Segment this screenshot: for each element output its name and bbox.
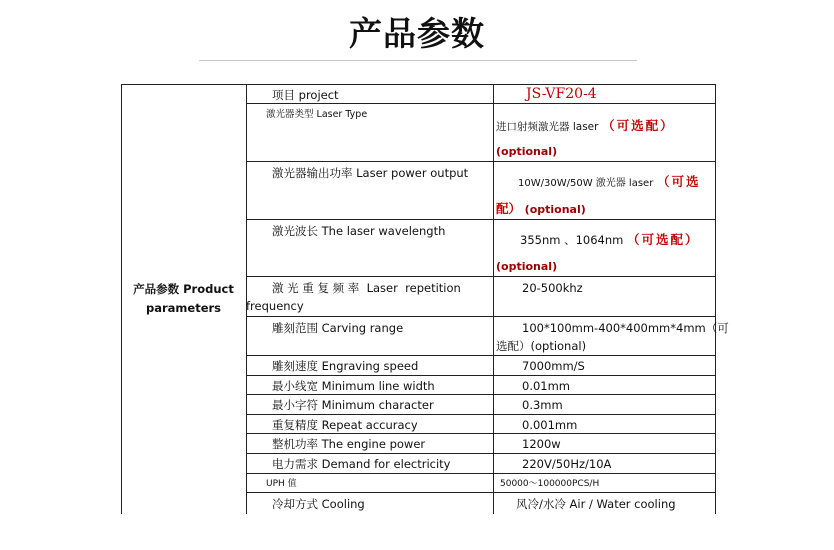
- category-label-line1: 产品参数 Product: [133, 282, 234, 296]
- row-value: 7000mm/S: [522, 359, 585, 373]
- page-title: 产品参数: [349, 14, 485, 53]
- title-divider: [199, 60, 637, 61]
- row-label-line2: frequency: [246, 299, 304, 313]
- row-value: 20-500khz: [522, 281, 583, 295]
- table-row: [246, 434, 716, 454]
- row-value: 0.3mm: [522, 398, 563, 412]
- row-label: 重复精度 Repeat accuracy: [272, 418, 418, 432]
- row-label: 激光器类型 Laser Type: [266, 109, 368, 120]
- row-value-text: 10W/30W/50W 激光器 laser: [518, 178, 654, 189]
- model-number: JS-VF20-4: [526, 86, 597, 102]
- row-value: 220V/50Hz/10A: [522, 457, 612, 471]
- table-row: [246, 376, 716, 395]
- table-row: [246, 162, 716, 220]
- row-label: 雕刻速度 Engraving speed: [272, 359, 419, 373]
- row-value: 1200w: [522, 437, 561, 451]
- category-cell: [121, 280, 246, 318]
- optional-tag: （可选配）: [602, 118, 675, 133]
- row-value: 50000～100000PCS/H: [500, 479, 600, 489]
- row-value-line2: [496, 200, 712, 219]
- optional-note: (optional): [496, 260, 558, 273]
- row-value: 风冷/水冷 Air / Water cooling: [516, 497, 676, 511]
- table-row: [246, 415, 716, 434]
- optional-note: (optional): [496, 145, 558, 158]
- row-label: 激光波长 The laser wavelength: [272, 224, 446, 238]
- row-label: 项目 project: [272, 88, 339, 102]
- table-row: [246, 84, 716, 104]
- row-label: 雕刻范围 Carving range: [272, 321, 404, 335]
- row-label: 冷却方式 Cooling: [272, 497, 365, 511]
- table-row: [246, 395, 716, 415]
- category-label-line2: parameters: [145, 301, 222, 315]
- row-label: UPH 值: [266, 479, 297, 489]
- optional-tag-end: 配）: [496, 201, 522, 216]
- row-label: 整机功率 The engine power: [272, 437, 426, 451]
- table-row: [246, 104, 716, 162]
- row-value: 0.001mm: [522, 418, 578, 432]
- row-label: 最小线宽 Minimum line width: [272, 379, 435, 393]
- table-row: [246, 356, 716, 376]
- row-value-line2: 选配）(optional): [496, 339, 587, 353]
- row-label: 激 光 重 复 频 率 Laser repetition: [272, 281, 461, 295]
- optional-tag: （可选: [656, 174, 701, 189]
- optional-tag: （可选配）: [627, 232, 700, 247]
- row-value: [496, 117, 712, 136]
- row-label: 电力需求 Demand for electricity: [272, 457, 451, 471]
- row-value: [526, 85, 742, 103]
- row-label: 最小字符 Minimum character: [272, 398, 434, 412]
- table-row: [246, 220, 716, 277]
- table-row: [246, 474, 716, 493]
- table-row: [246, 277, 716, 317]
- row-label: 激光器输出功率 Laser power output: [272, 166, 469, 180]
- optional-note: (optional): [524, 203, 586, 216]
- table-row: [246, 317, 729, 356]
- row-value: [518, 173, 734, 193]
- row-value-text: 进口射频激光器 laser: [496, 121, 599, 133]
- row-value: 0.01mm: [522, 379, 571, 393]
- row-value: [520, 231, 736, 249]
- row-value-text: 355nm 、1064nm: [520, 233, 624, 247]
- table-row: [246, 454, 716, 474]
- spec-table: [121, 84, 729, 514]
- row-value: 100*100mm-400*400mm*4mm（可: [522, 321, 729, 335]
- table-row: [246, 493, 716, 514]
